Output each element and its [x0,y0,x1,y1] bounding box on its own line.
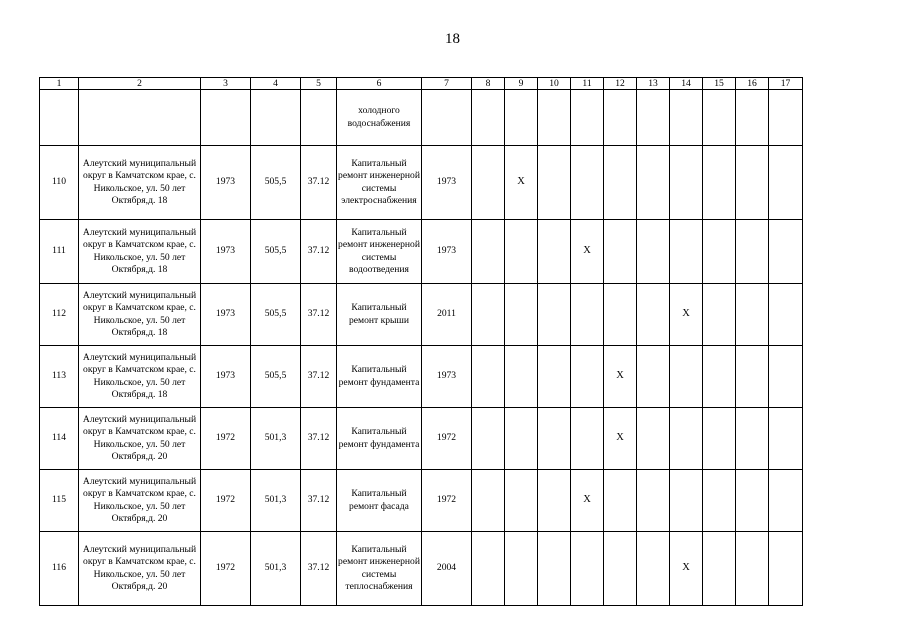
build-year-cell: 1972 [201,532,251,606]
empty-cell [571,408,604,470]
empty-cell [703,346,736,408]
area-cell: 505,5 [251,146,301,220]
build-year-cell: 1973 [201,220,251,284]
build-year-cell: 1973 [201,284,251,346]
code-cell: 37.12 [301,146,337,220]
year-cell: 1972 [422,470,472,532]
column-number-header: 4 [251,78,301,90]
empty-cell [670,220,703,284]
x-mark-cell: X [604,408,637,470]
table-row [40,470,803,532]
page-number: 18 [445,31,460,47]
empty-cell [472,146,505,220]
column-number-header: 15 [703,78,736,90]
empty-cell [538,220,571,284]
empty-cell [670,90,703,146]
empty-cell [637,346,670,408]
empty-cell [769,532,803,606]
empty-cell [769,284,803,346]
empty-cell [736,532,769,606]
work-type-cell: Капитальный ремонт фундамента [337,346,422,408]
column-number-header: 9 [505,78,538,90]
empty-cell [637,284,670,346]
year-cell: 2011 [422,284,472,346]
code-cell: 37.12 [301,220,337,284]
empty-cell [670,146,703,220]
empty-cell [604,90,637,146]
table-row [40,220,803,284]
work-type-cell: Капитальный ремонт инженерной системы теплоснабжения [337,532,422,606]
empty-cell [604,220,637,284]
build-year-cell: 1973 [201,346,251,408]
empty-cell [637,90,670,146]
build-year-cell: 1972 [201,408,251,470]
area-cell: 505,5 [251,220,301,284]
empty-cell [538,346,571,408]
empty-cell [703,146,736,220]
empty-cell [571,90,604,146]
table-row [40,346,803,408]
year-cell: 1973 [422,146,472,220]
column-number-row [40,78,803,90]
empty-cell [637,532,670,606]
year-cell: 1973 [422,346,472,408]
empty-cell [505,532,538,606]
code-cell: 37.12 [301,470,337,532]
empty-cell [201,90,251,146]
empty-cell [472,408,505,470]
repair-schedule-table [39,77,803,606]
empty-cell [505,408,538,470]
empty-cell [472,470,505,532]
empty-cell [538,284,571,346]
empty-cell [736,470,769,532]
area-cell: 501,3 [251,470,301,532]
address-cell: Алеутский муниципальный округ в Камчатском крае, с. Никольское, ул. 50 лет Октября,д. 18 [79,220,201,284]
empty-cell [604,146,637,220]
column-number-header: 5 [301,78,337,90]
x-mark-cell: X [571,470,604,532]
x-mark-cell: X [604,346,637,408]
empty-cell [703,90,736,146]
empty-cell [472,220,505,284]
empty-cell [670,408,703,470]
area-cell: 501,3 [251,408,301,470]
build-year-cell: 1972 [201,470,251,532]
empty-cell [736,284,769,346]
table-row [40,146,803,220]
column-number-header: 2 [79,78,201,90]
continuation-row [40,90,803,146]
code-cell: 37.12 [301,408,337,470]
empty-cell [703,284,736,346]
column-number-header: 6 [337,78,422,90]
row-number-cell: 113 [40,346,79,408]
column-number-header: 12 [604,78,637,90]
column-number-header: 3 [201,78,251,90]
row-number-cell: 111 [40,220,79,284]
row-number-cell: 116 [40,532,79,606]
table-row [40,408,803,470]
address-cell: Алеутский муниципальный округ в Камчатском крае, с. Никольское, ул. 50 лет Октября,д. 20 [79,408,201,470]
x-mark-cell: X [571,220,604,284]
empty-cell [571,532,604,606]
empty-cell [670,470,703,532]
empty-cell [422,90,472,146]
table-row [40,532,803,606]
table-row [40,284,803,346]
empty-cell [637,470,670,532]
empty-cell [637,220,670,284]
empty-cell [637,146,670,220]
row-number-cell: 115 [40,470,79,532]
column-number-header: 14 [670,78,703,90]
empty-cell [79,90,201,146]
empty-cell [472,90,505,146]
empty-cell [769,470,803,532]
row-number-cell: 114 [40,408,79,470]
empty-cell [472,532,505,606]
empty-cell [251,90,301,146]
column-number-header: 11 [571,78,604,90]
empty-cell [571,284,604,346]
column-number-header: 10 [538,78,571,90]
column-number-header: 8 [472,78,505,90]
x-mark-cell: X [670,532,703,606]
empty-cell [769,346,803,408]
empty-cell [571,346,604,408]
column-number-header: 13 [637,78,670,90]
year-cell: 1973 [422,220,472,284]
empty-cell [505,90,538,146]
empty-cell [505,346,538,408]
empty-cell [538,532,571,606]
empty-cell [505,284,538,346]
empty-cell [769,220,803,284]
empty-cell [505,470,538,532]
area-cell: 501,3 [251,532,301,606]
address-cell: Алеутский муниципальный округ в Камчатском крае, с. Никольское, ул. 50 лет Октября,д. 20 [79,532,201,606]
empty-cell [703,532,736,606]
empty-cell [538,470,571,532]
empty-cell [604,532,637,606]
empty-cell [538,408,571,470]
column-number-header: 16 [736,78,769,90]
year-cell: 2004 [422,532,472,606]
code-cell: 37.12 [301,284,337,346]
empty-cell [670,346,703,408]
column-number-header: 17 [769,78,803,90]
empty-cell [472,284,505,346]
column-number-header: 1 [40,78,79,90]
address-cell: Алеутский муниципальный округ в Камчатском крае, с. Никольское, ул. 50 лет Октября,д. 18 [79,346,201,408]
work-type-cell: холодного водоснабжения [337,90,422,146]
empty-cell [703,408,736,470]
work-type-cell: Капитальный ремонт инженерной системы водоотведения [337,220,422,284]
empty-cell [40,90,79,146]
empty-cell [769,90,803,146]
empty-cell [736,90,769,146]
empty-cell [538,146,571,220]
empty-cell [736,146,769,220]
work-type-cell: Капитальный ремонт крыши [337,284,422,346]
empty-cell [571,146,604,220]
address-cell: Алеутский муниципальный округ в Камчатском крае, с. Никольское, ул. 50 лет Октября,д. 20 [79,470,201,532]
empty-cell [505,220,538,284]
empty-cell [637,408,670,470]
work-type-cell: Капитальный ремонт фасада [337,470,422,532]
area-cell: 505,5 [251,284,301,346]
empty-cell [472,346,505,408]
column-number-header: 7 [422,78,472,90]
empty-cell [736,408,769,470]
x-mark-cell: X [505,146,538,220]
work-type-cell: Капитальный ремонт фундамента [337,408,422,470]
row-number-cell: 110 [40,146,79,220]
code-cell: 37.12 [301,346,337,408]
empty-cell [736,220,769,284]
empty-cell [301,90,337,146]
empty-cell [604,284,637,346]
year-cell: 1972 [422,408,472,470]
empty-cell [769,408,803,470]
empty-cell [703,220,736,284]
row-number-cell: 112 [40,284,79,346]
area-cell: 505,5 [251,346,301,408]
empty-cell [604,470,637,532]
empty-cell [769,146,803,220]
x-mark-cell: X [670,284,703,346]
code-cell: 37.12 [301,532,337,606]
empty-cell [538,90,571,146]
empty-cell [736,346,769,408]
address-cell: Алеутский муниципальный округ в Камчатском крае, с. Никольское, ул. 50 лет Октября,д. 18 [79,284,201,346]
empty-cell [703,470,736,532]
work-type-cell: Капитальный ремонт инженерной системы электроснабжения [337,146,422,220]
address-cell: Алеутский муниципальный округ в Камчатском крае, с. Никольское, ул. 50 лет Октября,д. 18 [79,146,201,220]
build-year-cell: 1973 [201,146,251,220]
